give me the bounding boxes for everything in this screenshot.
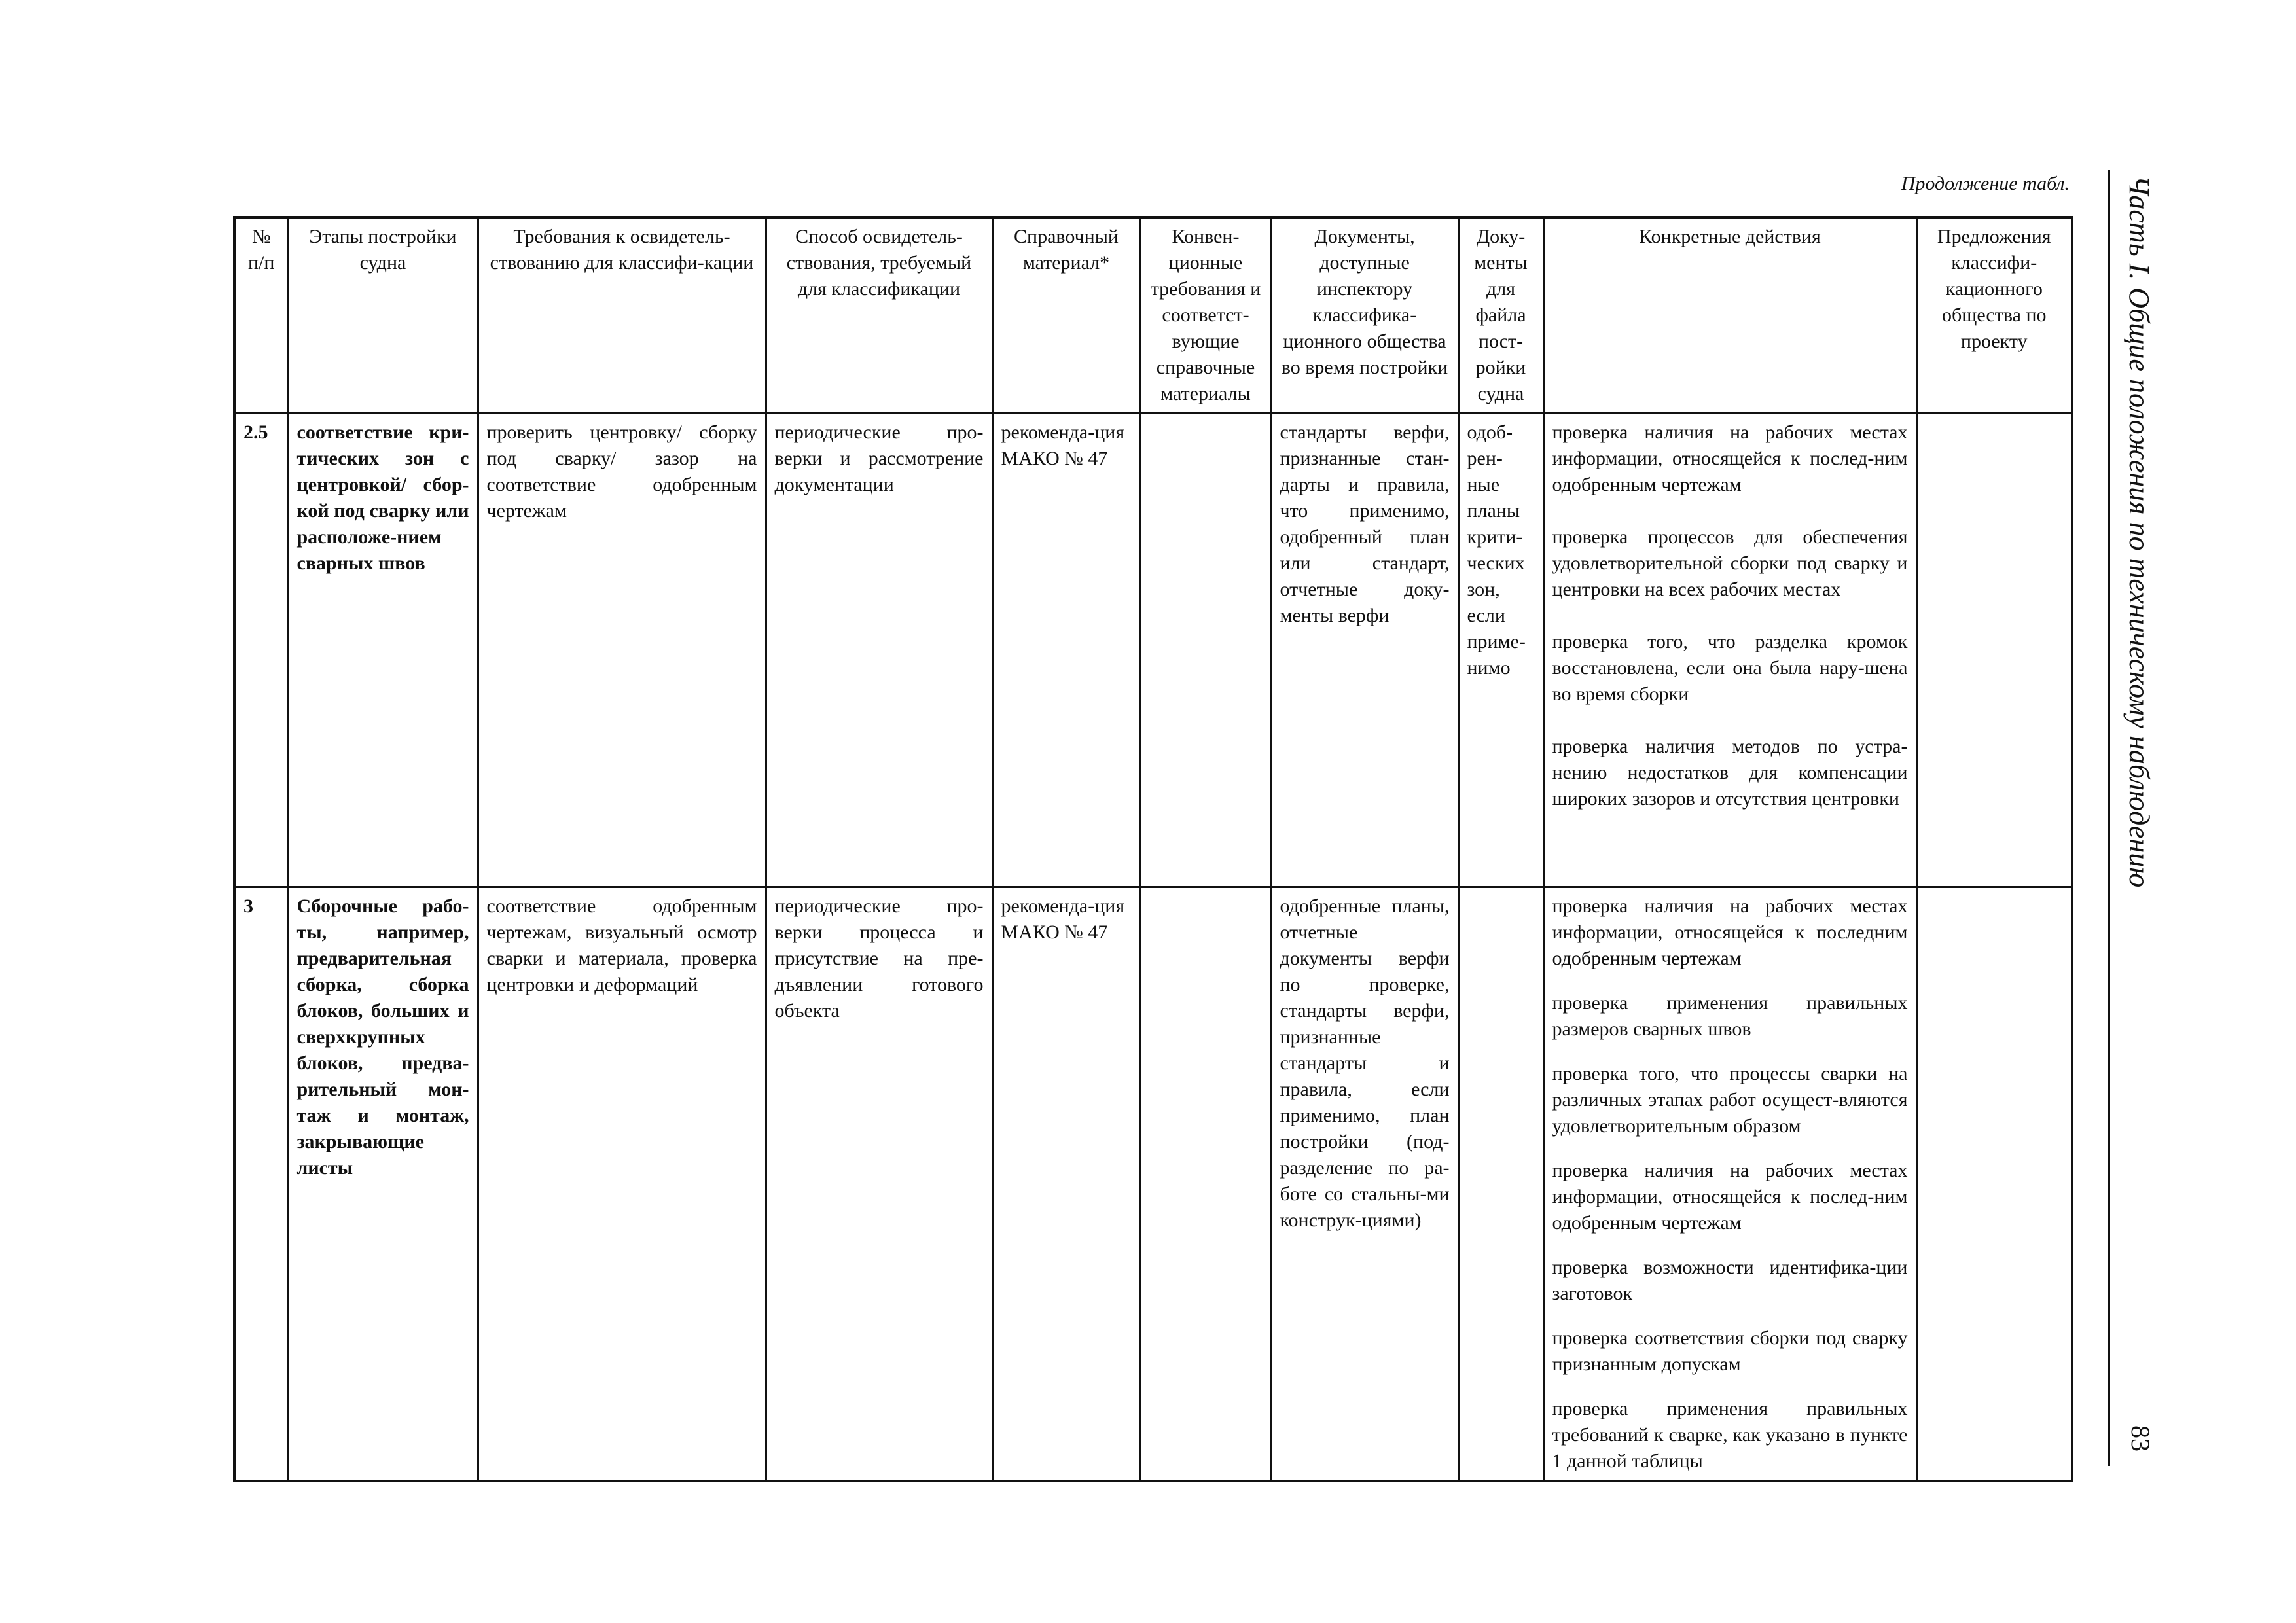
row-stage: Сборочные рабо-ты, например, предварительная сборка, сборка блоков, больших и сверхкрупных блоков, предва-рительный мон-таж и монтаж, закрывающие листы — [288, 887, 478, 1482]
row-proposals — [1916, 887, 2072, 1482]
header-method: Способ освидетель-ствования, требуемый для классификации — [766, 217, 992, 414]
action-item: проверка того, что разделка кромок восстановлена, если она была нару-шена во время сборки — [1552, 631, 1908, 705]
header-row — [234, 217, 2072, 414]
header-convention: Конвен-ционные требования и соответст-вующие справочные материалы — [1140, 217, 1271, 414]
action-item: проверка того, что процессы сварки на различных этапах работ осущест-вляются удовлетворительным образом — [1552, 1063, 1908, 1137]
row-requirements: проверить центровку/ сборку под сварку/ зазор на соответствие одобренным чертежам — [478, 414, 766, 887]
action-item: проверка соответствия сборки под сварку признанным допускам — [1552, 1327, 1908, 1375]
row-documents: стандарты верфи, признанные стан-дарты и правила, что применимо, одобренный план или стандарт, отчетные доку-менты верфи — [1271, 414, 1458, 887]
action-item: проверка процессов для обеспечения удовлетворительной сборки под сварку и центровки на всех рабочих местах — [1552, 526, 1908, 600]
row-file-docs: одоб-рен-ные планы крити-ческих зон, если приме-нимо — [1458, 414, 1543, 887]
action-item: проверка применения правильных размеров сварных швов — [1552, 992, 1908, 1040]
header-proposals: Предложения классифи-кационного общества по проекту — [1916, 217, 2072, 414]
header-stages: Этапы постройки судна — [288, 217, 478, 414]
action-item: проверка возможности идентифика-ции заготовок — [1552, 1257, 1908, 1304]
action-item: проверка наличия методов по устра-нению недостатков для компенсации широких зазоров и отсутствия центровки — [1552, 736, 1908, 810]
row-actions — [1543, 414, 1916, 887]
row-convention — [1140, 414, 1271, 887]
action-item: проверка наличия на рабочих местах информации, относящейся к последним одобренным чертежам — [1552, 895, 1908, 969]
row-requirements: соответствие одобренным чертежам, визуальный осмотр сварки и материала, проверка центровки и деформаций — [478, 887, 766, 1482]
row-method: периодические про-верки процесса и присутствие на пре-дъявлении готового объекта — [766, 887, 992, 1482]
row-convention — [1140, 887, 1271, 1482]
row-actions — [1543, 887, 1916, 1482]
row-reference: рекоменда-ция МАКО № 47 — [992, 887, 1140, 1482]
row-proposals — [1916, 414, 2072, 887]
action-item: проверка наличия на рабочих местах информации, относящейся к послед-ним одобренным чертежам — [1552, 1160, 1908, 1234]
row-method: периодические про-верки и рассмотрение документации — [766, 414, 992, 887]
action-item: проверка применения правильных требований к сварке, как указано в пункте 1 данной таблицы — [1552, 1398, 1908, 1472]
classification-table — [233, 216, 2073, 1482]
row-documents: одобренные планы, отчетные документы верфи по проверке, стандарты верфи, признанные стандарты и правила, если применимо, план постройки (под-разделение по ра-боте со стальны-ми конструк-циями) — [1271, 887, 1458, 1482]
table-continuation-label: Продолжение табл. — [1901, 173, 2070, 194]
header-reference: Справочный материал* — [992, 217, 1140, 414]
page-number: 83 — [2126, 1425, 2155, 1452]
header-actions: Конкретные действия — [1543, 217, 1916, 414]
table-row — [234, 887, 2072, 1482]
header-file-docs: Доку-менты для файла пост-ройки судна — [1458, 217, 1543, 414]
row-number: 2.5 — [234, 414, 288, 887]
row-stage: соответствие кри-тических зон с центровкой/ сбор-кой под сварку или расположе-нием сварных швов — [288, 414, 478, 887]
header-requirements: Требования к освидетель-ствованию для классифи-кации — [478, 217, 766, 414]
header-number: № п/п — [234, 217, 288, 414]
row-file-docs — [1458, 887, 1543, 1482]
table-row — [234, 414, 2072, 887]
action-item: проверка наличия на рабочих местах информации, относящейся к послед-ним одобренным чертежам — [1552, 421, 1908, 495]
row-number: 3 — [234, 887, 288, 1482]
header-documents: Документы, доступные инспектору классифика-ционного общества во время постройки — [1271, 217, 1458, 414]
row-reference: рекоменда-ция МАКО № 47 — [992, 414, 1140, 887]
running-header: Часть I. Общие положения по техническому наблюдению — [2123, 175, 2155, 888]
